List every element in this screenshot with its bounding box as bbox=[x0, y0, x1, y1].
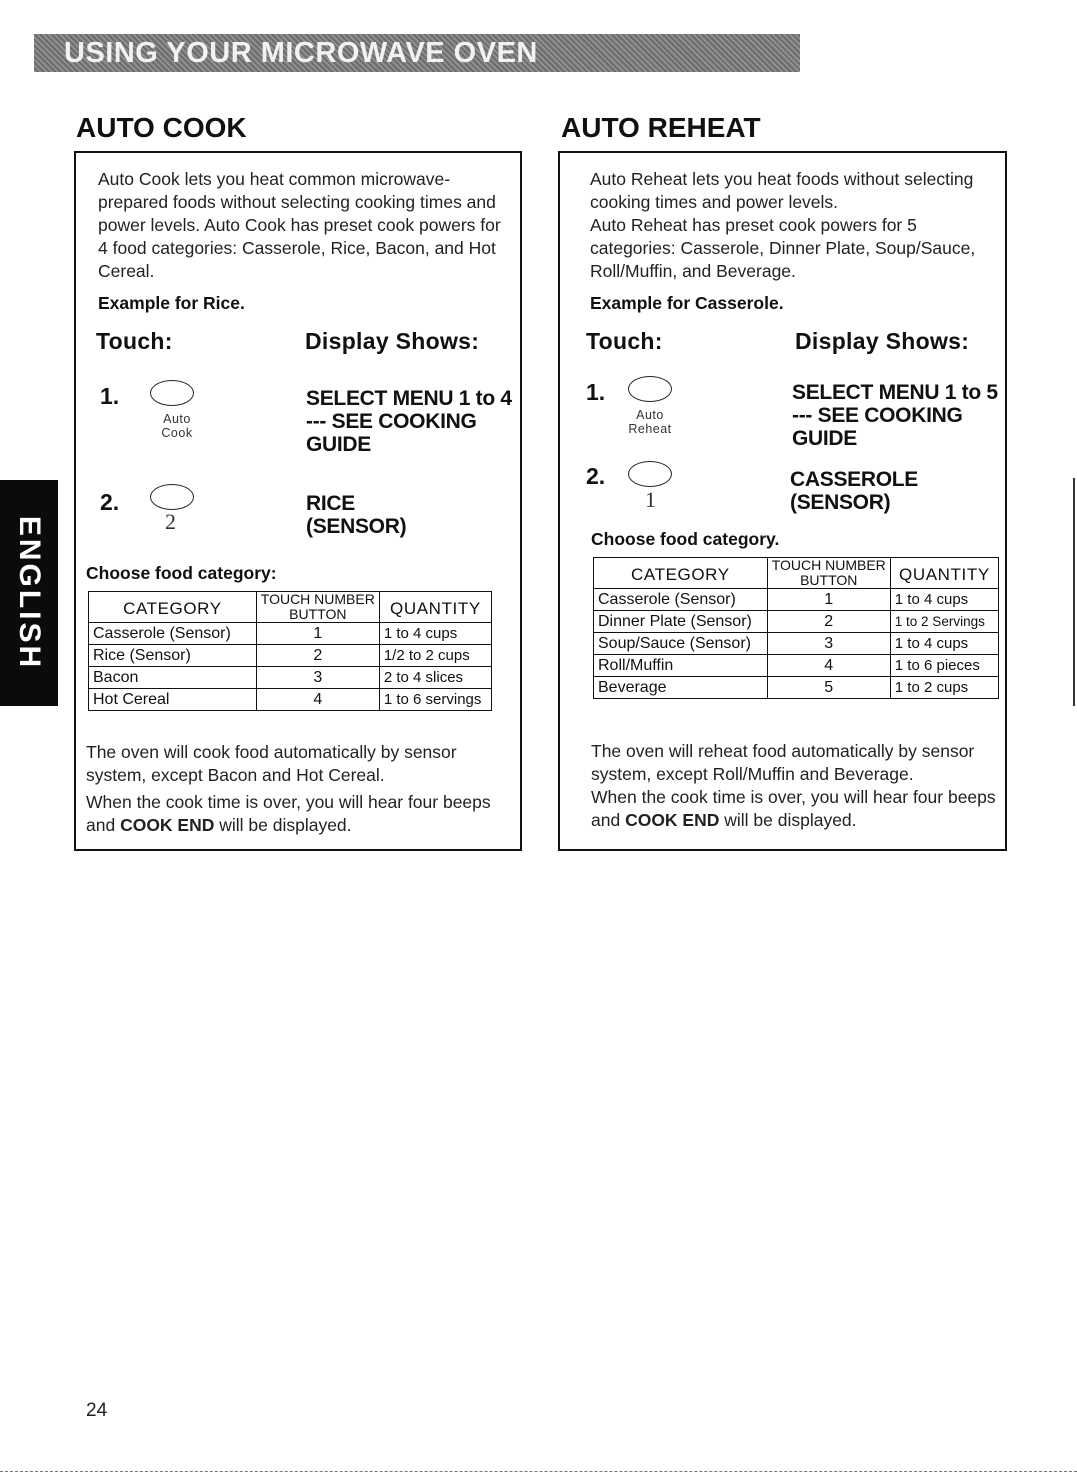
auto-cook-pad-label-line1: Auto bbox=[163, 412, 191, 426]
auto-cook-step1-display bbox=[306, 387, 512, 456]
auto-cook-pad-label-line2: Cook bbox=[161, 426, 193, 440]
cell-quantity: 1 to 6 servings bbox=[379, 689, 491, 711]
language-tab-label: ENGLISH bbox=[13, 515, 46, 671]
auto-cook-step1-display-line3: GUIDE bbox=[306, 433, 372, 456]
section-banner bbox=[34, 34, 800, 72]
table-row bbox=[594, 589, 999, 611]
cell-quantity: 1 to 2 cups bbox=[890, 677, 998, 699]
auto-reheat-category-table bbox=[593, 557, 999, 699]
auto-cook-end-note bbox=[86, 791, 506, 837]
auto-reheat-pad-digit: 1 bbox=[645, 487, 656, 512]
auto-reheat-end-note-text: When the cook time is over, you will hear four beeps and bbox=[591, 787, 996, 830]
auto-cook-step1-display-line1: SELECT MENU 1 to 4 bbox=[306, 387, 512, 410]
auto-reheat-pad-label-line2: Reheat bbox=[628, 422, 672, 436]
auto-reheat-step1-display-line3: GUIDE bbox=[792, 427, 858, 450]
auto-cook-step1-number: 1. bbox=[100, 383, 120, 409]
cell-quantity: 1 to 6 pieces bbox=[890, 655, 998, 677]
cell-category: Casserole (Sensor) bbox=[89, 623, 257, 645]
table-row bbox=[594, 611, 999, 633]
col-category-header: CATEGORY bbox=[89, 592, 257, 623]
auto-reheat-display-header: Display Shows: bbox=[795, 328, 970, 354]
col-button-header-line2: BUTTON bbox=[800, 572, 858, 588]
auto-reheat-pad-label-line1: Auto bbox=[636, 408, 664, 422]
auto-reheat-title: AUTO REHEAT bbox=[561, 112, 761, 143]
auto-reheat-step2-number: 2. bbox=[586, 463, 606, 489]
cell-quantity: 1 to 4 cups bbox=[890, 589, 998, 611]
auto-reheat-example: Example for Casserole. bbox=[590, 293, 784, 313]
auto-reheat-end-note-tail: will be displayed. bbox=[719, 810, 857, 830]
auto-reheat-step1-display bbox=[792, 381, 998, 450]
cell-button: 1 bbox=[767, 589, 890, 611]
col-button-header bbox=[767, 558, 890, 589]
auto-cook-step2-display-line2: (SENSOR) bbox=[306, 515, 407, 538]
auto-cook-pad-icon bbox=[150, 380, 194, 406]
auto-reheat-pad-icon bbox=[628, 376, 672, 402]
col-button-header-line2: BUTTON bbox=[289, 606, 347, 622]
auto-cook-step2-number: 2. bbox=[100, 489, 120, 515]
auto-cook-example: Example for Rice. bbox=[98, 293, 245, 313]
auto-reheat-step2-display-line2: (SENSOR) bbox=[790, 491, 891, 514]
cell-button: 2 bbox=[256, 645, 379, 667]
auto-reheat-touch-header: Touch: bbox=[586, 328, 663, 354]
auto-cook-panel bbox=[74, 151, 522, 851]
auto-cook-sensor-note: The oven will cook food automatically by sensor system, except Bacon and Hot Cereal. bbox=[86, 742, 457, 785]
cell-button: 1 bbox=[256, 623, 379, 645]
auto-reheat-sensor-note: The oven will reheat food automatically by sensor system, except Roll/Muffin and Beverage. bbox=[591, 741, 975, 784]
auto-cook-end-note-text: When the cook time is over, you will hear four beeps and bbox=[86, 792, 491, 835]
table-row bbox=[89, 689, 492, 711]
cell-quantity: 2 to 4 slices bbox=[379, 667, 491, 689]
auto-cook-choose-label: Choose food category: bbox=[86, 563, 277, 583]
cell-button: 5 bbox=[767, 677, 890, 699]
auto-reheat-step1-display-line2: --- SEE COOKING bbox=[792, 404, 963, 427]
auto-reheat-end-note-bold: COOK END bbox=[625, 810, 720, 830]
page-edge-line bbox=[1073, 478, 1075, 706]
col-button-header bbox=[256, 592, 379, 623]
auto-reheat-step1-display-line1: SELECT MENU 1 to 5 bbox=[792, 381, 998, 404]
auto-cook-intro: Auto Cook lets you heat common microwave-prepared foods without selecting cooking times and power levels. Auto Cook has preset cook powers for 4 food categories: Casserole, Rice, Bacon, and Hot Cereal. bbox=[98, 169, 501, 281]
language-tab bbox=[0, 480, 58, 706]
table-row bbox=[89, 623, 492, 645]
table-row bbox=[594, 633, 999, 655]
cell-button: 3 bbox=[767, 633, 890, 655]
cell-button: 4 bbox=[256, 689, 379, 711]
banner-title: USING YOUR MICROWAVE OVEN bbox=[64, 37, 538, 69]
cell-category: Bacon bbox=[89, 667, 257, 689]
auto-cook-step1-display-line2: --- SEE COOKING bbox=[306, 410, 477, 433]
cell-category: Dinner Plate (Sensor) bbox=[594, 611, 768, 633]
auto-reheat-intro-2: Auto Reheat has preset cook powers for 5 categories: Casserole, Dinner Plate, Soup/Sauce, Roll/Muffin, and Beverage. bbox=[590, 215, 976, 281]
cell-button: 4 bbox=[767, 655, 890, 677]
auto-reheat-choose-label: Choose food category. bbox=[591, 529, 780, 549]
number-pad-icon bbox=[628, 461, 672, 487]
cell-button: 3 bbox=[256, 667, 379, 689]
auto-reheat-end-note bbox=[591, 786, 996, 832]
cell-category: Hot Cereal bbox=[89, 689, 257, 711]
col-quantity-header: QUANTITY bbox=[890, 558, 998, 589]
auto-cook-pad-digit: 2 bbox=[165, 509, 176, 534]
col-category-header: CATEGORY bbox=[594, 558, 768, 589]
col-quantity-header: QUANTITY bbox=[379, 592, 491, 623]
auto-reheat-panel bbox=[558, 151, 1007, 851]
col-button-header-line1: TOUCH NUMBER bbox=[771, 557, 886, 573]
table-row bbox=[89, 645, 492, 667]
auto-cook-end-note-tail: will be displayed. bbox=[214, 815, 352, 835]
auto-reheat-intro-1: Auto Reheat lets you heat foods without selecting cooking times and power levels. bbox=[590, 169, 974, 212]
cell-quantity: 1 to 2 Servings bbox=[890, 611, 998, 633]
auto-cook-step2-display-line1: RICE bbox=[306, 492, 355, 515]
auto-cook-end-note-bold: COOK END bbox=[120, 815, 215, 835]
auto-reheat-step2-display bbox=[790, 468, 918, 514]
col-button-header-line1: TOUCH NUMBER bbox=[260, 591, 375, 607]
auto-cook-pad-label bbox=[142, 412, 212, 440]
auto-reheat-step2-display-line1: CASSEROLE bbox=[790, 468, 918, 491]
cell-category: Roll/Muffin bbox=[594, 655, 768, 677]
table-row bbox=[594, 655, 999, 677]
table-row bbox=[89, 667, 492, 689]
number-pad-icon bbox=[150, 484, 194, 510]
cell-category: Soup/Sauce (Sensor) bbox=[594, 633, 768, 655]
cell-category: Rice (Sensor) bbox=[89, 645, 257, 667]
cell-quantity: 1 to 4 cups bbox=[379, 623, 491, 645]
auto-cook-touch-header: Touch: bbox=[96, 328, 173, 354]
cell-quantity: 1 to 4 cups bbox=[890, 633, 998, 655]
table-header-row bbox=[89, 592, 492, 623]
page-number: 24 bbox=[86, 1400, 108, 1421]
bottom-rule bbox=[0, 1471, 1077, 1472]
auto-reheat-pad-label bbox=[612, 408, 688, 436]
cell-quantity: 1/2 to 2 cups bbox=[379, 645, 491, 667]
auto-reheat-step1-number: 1. bbox=[586, 379, 606, 405]
auto-cook-title: AUTO COOK bbox=[76, 112, 247, 143]
cell-category: Beverage bbox=[594, 677, 768, 699]
table-row bbox=[594, 677, 999, 699]
auto-cook-step2-display bbox=[306, 492, 406, 538]
cell-category: Casserole (Sensor) bbox=[594, 589, 768, 611]
auto-cook-category-table bbox=[88, 591, 492, 711]
cell-button: 2 bbox=[767, 611, 890, 633]
auto-cook-display-header: Display Shows: bbox=[305, 328, 480, 354]
table-header-row bbox=[594, 558, 999, 589]
